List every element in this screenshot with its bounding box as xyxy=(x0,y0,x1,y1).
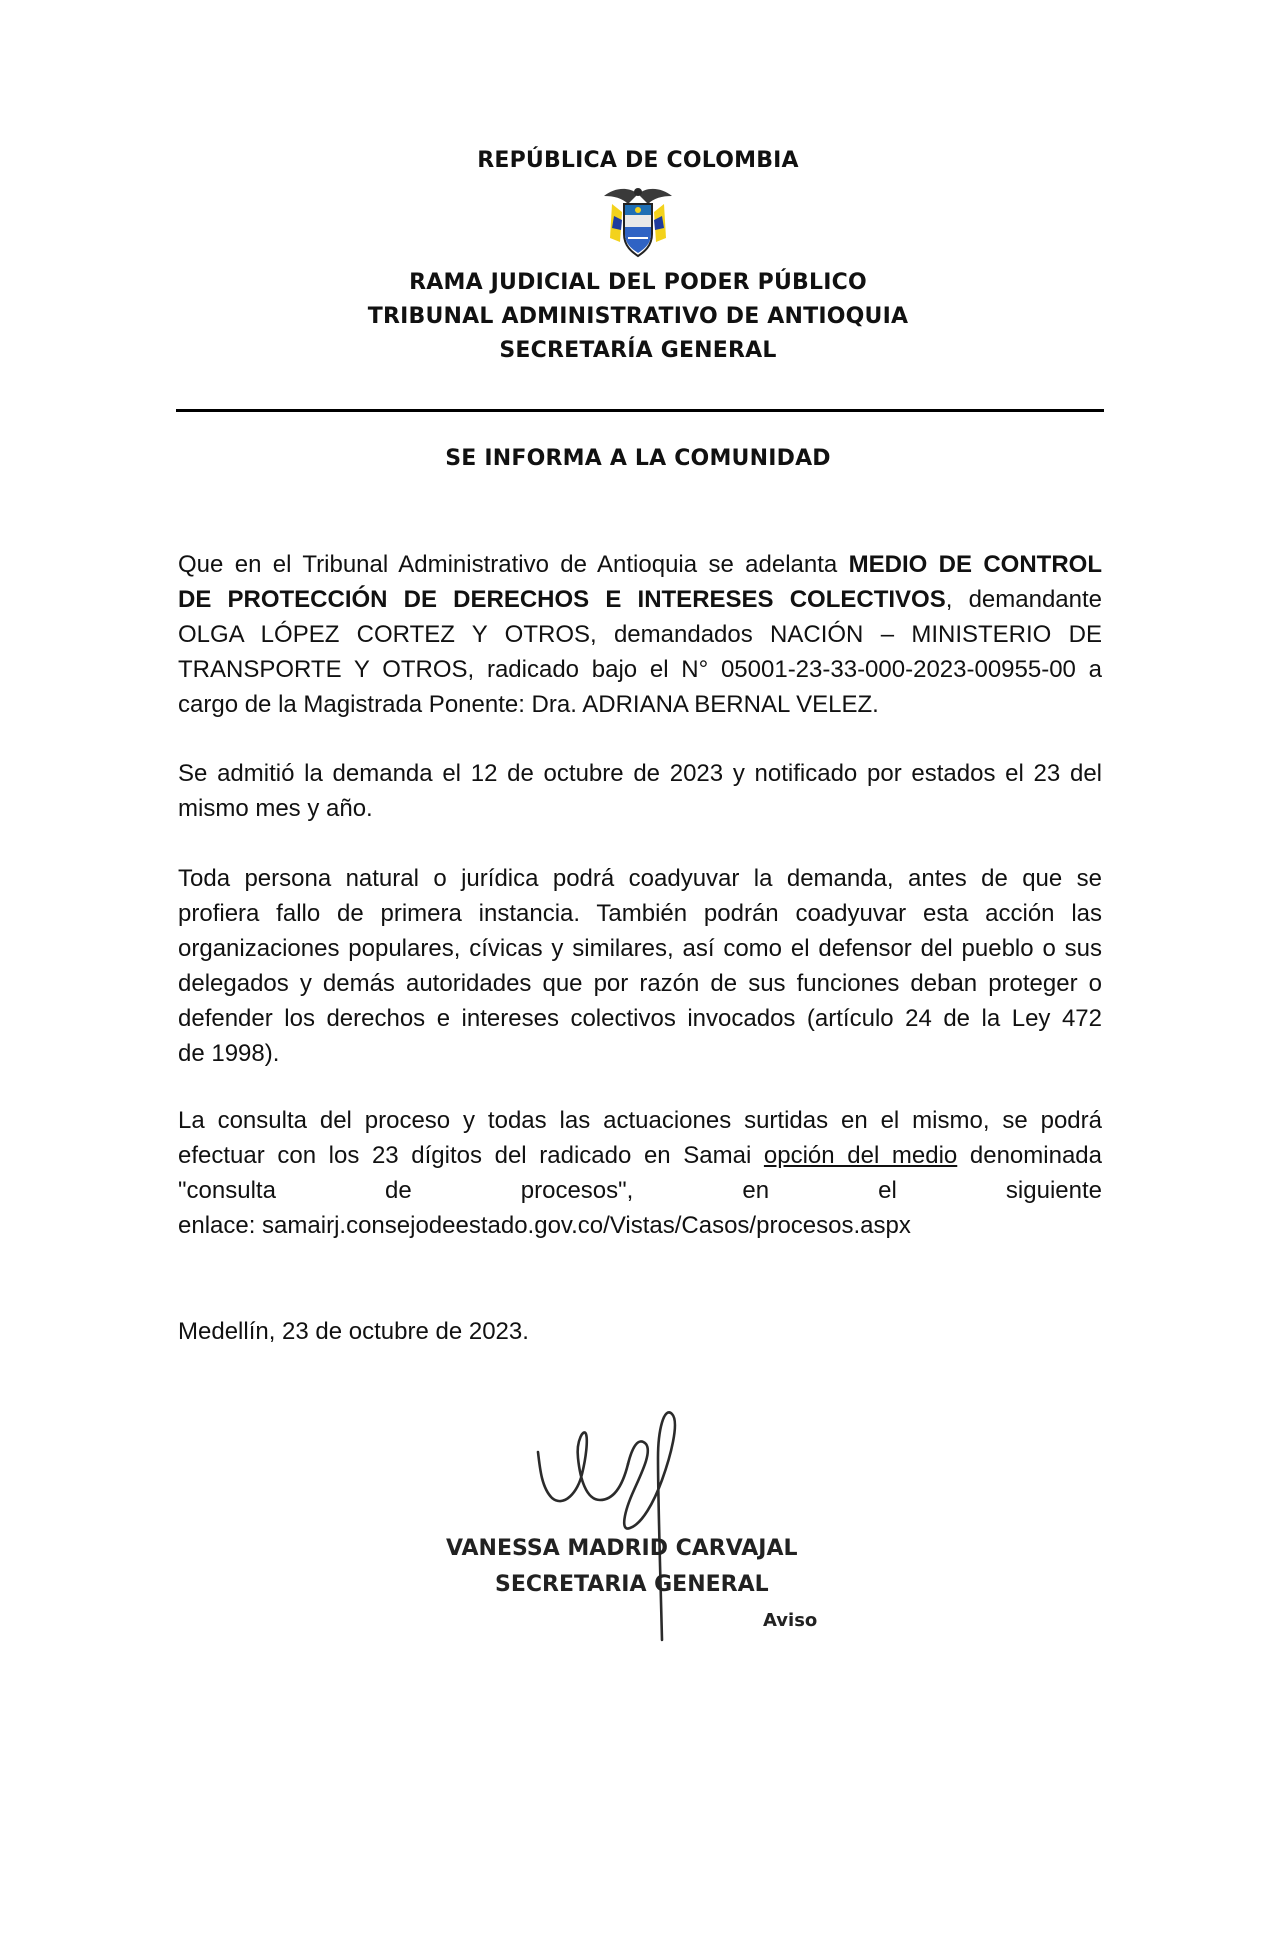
paragraph-case-details xyxy=(178,547,1102,722)
notice-title: SE INFORMA A LA COMUNIDAD xyxy=(445,446,831,471)
paragraph-admission xyxy=(178,756,1102,826)
p4-line-2-a: efectuar con los 23 dígitos del radicado en Samai xyxy=(178,1142,764,1169)
p1-line-1 xyxy=(178,547,1102,582)
p1-line-4: TRANSPORTE Y OTROS, radicado bajo el N° 05001-23-33-000-2023-00955-00 a xyxy=(178,656,1102,683)
aviso-tag: Aviso xyxy=(763,1610,818,1631)
p1-line-2 xyxy=(178,582,1102,617)
handwritten-signature xyxy=(530,1400,730,1645)
p1-bold-b: DE PROTECCIÓN DE DERECHOS E INTERESES COLECTIVOS xyxy=(178,586,946,613)
samai-option-link[interactable]: opción del medio xyxy=(763,1142,958,1169)
branch-heading: RAMA JUDICIAL DEL PODER PÚBLICO xyxy=(409,270,867,295)
p1-line-3: OLGA LÓPEZ CORTEZ Y OTROS, demandados NACIÓN – MINISTERIO DE xyxy=(178,621,1102,648)
p3-line-5: defender los derechos e intereses colectivos invocados (artículo 24 de la Ley 472 xyxy=(178,1005,1102,1032)
p3-line-6: de 1998). xyxy=(178,1040,280,1067)
signer-role: SECRETARIA GENERAL xyxy=(495,1572,769,1597)
p4-line-3: "consulta de procesos", en el siguiente xyxy=(178,1177,1102,1204)
paragraph-coadjuvants xyxy=(178,861,1102,1071)
p4-line-1: La consulta del proceso y todas las actuaciones surtidas en el mismo, se podrá xyxy=(178,1107,1102,1134)
p2-line-1: Se admitió la demanda el 12 de octubre de 2023 y notificado por estados el 23 del xyxy=(178,760,1102,787)
p4-line-4: enlace: samairj.consejodeestado.gov.co/Vistas/Casos/procesos.aspx xyxy=(178,1212,911,1239)
p3-line-2: profiera fallo de primera instancia. También podrán coadyuvar esta acción las xyxy=(178,900,1102,927)
p2-line-2: mismo mes y año. xyxy=(178,795,373,822)
p4-line-2-b: denominada xyxy=(957,1142,1102,1169)
header-divider xyxy=(176,409,1104,412)
p1-after-bold: , demandante xyxy=(945,586,1103,613)
p3-line-4: delegados y demás autoridades que por razón de sus funciones deban proteger o xyxy=(178,970,1102,997)
p1-bold-a: MEDIO DE CONTROL xyxy=(848,551,1103,578)
country-heading: REPÚBLICA DE COLOMBIA xyxy=(477,148,799,173)
court-heading: TRIBUNAL ADMINISTRATIVO DE ANTIOQUIA xyxy=(367,304,909,329)
colombia-coat-of-arms-icon xyxy=(598,182,678,260)
date-line: Medellín, 23 de octubre de 2023. xyxy=(178,1318,529,1345)
office-heading: SECRETARÍA GENERAL xyxy=(499,338,777,363)
p3-line-1: Toda persona natural o jurídica podrá coadyuvar la demanda, antes de que se xyxy=(178,865,1102,892)
p1-intro: Que en el Tribunal Administrativo de Antioquia se adelanta xyxy=(178,551,849,578)
p3-line-3: organizaciones populares, cívicas y similares, así como el defensor del pueblo o sus xyxy=(178,935,1102,962)
p1-line-5: cargo de la Magistrada Ponente: Dra. ADRIANA BERNAL VELEZ. xyxy=(178,691,879,718)
p4-line-2 xyxy=(178,1138,1102,1173)
signer-name: VANESSA MADRID CARVAJAL xyxy=(446,1536,798,1561)
paragraph-consultation xyxy=(178,1103,1102,1243)
